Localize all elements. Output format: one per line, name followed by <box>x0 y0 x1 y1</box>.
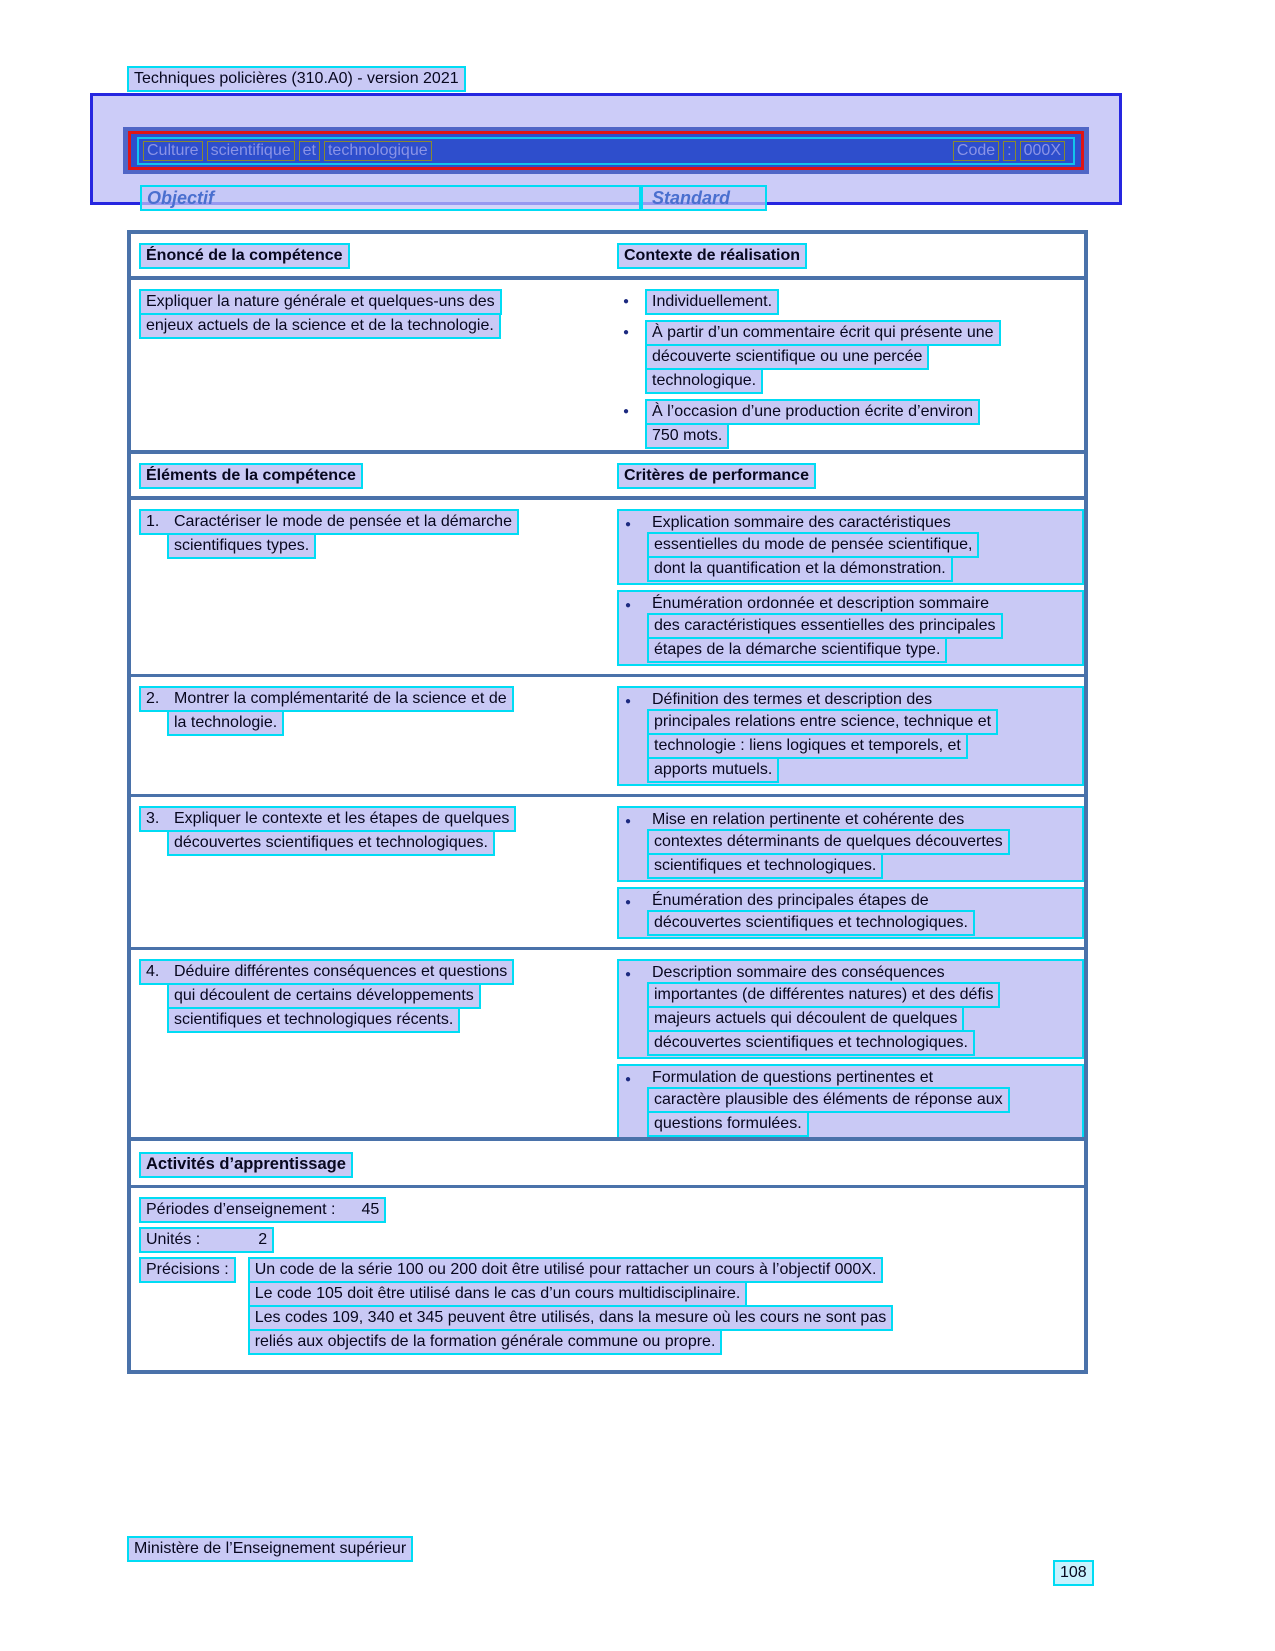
col-header-elements: Éléments de la compétence <box>139 463 363 489</box>
criteria-bullet-list <box>617 686 1084 786</box>
criteria-bullet-list <box>617 509 1084 666</box>
element-item-line: 2. Montrer la complémentarité de la science et de <box>139 686 514 712</box>
table2-rows <box>131 500 1084 1148</box>
bullet-text-line: Formulation de questions pertinentes et <box>652 1069 934 1086</box>
element-item-line: 4. Déduire différentes conséquences et questions <box>139 959 514 985</box>
activities-fields <box>131 1188 1084 1370</box>
bullet-text-line: apports mutuels. <box>647 757 779 783</box>
item-number: 2. <box>146 690 160 707</box>
bullet-text-line: principales relations entre science, technique et <box>647 709 998 735</box>
bullet-text-line: Énumération des principales étapes de <box>652 892 929 909</box>
element-row <box>131 797 1084 950</box>
criteria-bullet-list <box>617 806 1084 939</box>
bullet-text-line: contextes déterminants de quelques découvertes <box>647 829 1010 855</box>
bullet-item <box>617 320 1084 394</box>
precisions-line: Un code de la série 100 ou 200 doit être utilisé pour rattacher un cours à l’objectif 000X. <box>248 1257 884 1283</box>
bullet-item <box>617 959 1084 1059</box>
banner-word: 000X <box>1020 141 1065 161</box>
element-item <box>139 806 617 939</box>
bullet-text <box>647 1066 1010 1137</box>
page-number <box>1053 1560 1094 1586</box>
banner-word: Code <box>953 141 999 161</box>
periods-value: 45 <box>361 1201 380 1218</box>
course-code <box>953 141 1069 161</box>
bullet-text-line: importantes (de différentes natures) et des défis <box>647 982 1000 1008</box>
competency-statement <box>139 289 617 449</box>
bullet-icon: ● <box>623 296 630 307</box>
element-row <box>131 500 1084 677</box>
competency-statement-line: Expliquer la nature générale et quelques-uns des <box>139 289 502 315</box>
element-row <box>131 677 1084 797</box>
competency-statement-line: enjeux actuels de la science et de la technologie. <box>139 313 501 339</box>
col-header-contexte: Contexte de réalisation <box>617 243 807 269</box>
bullet-icon: ● <box>625 1074 632 1085</box>
objectif-label: Objectif <box>140 185 641 211</box>
bullet-icon: ● <box>623 406 630 417</box>
bullet-text <box>645 399 980 449</box>
document-header-text: Techniques policières (310.A0) - version 2021 <box>127 66 466 92</box>
bullet-item <box>617 887 1084 939</box>
activities-header-row <box>131 1141 1084 1188</box>
bullet-text-line: Explication sommaire des caractéristiques <box>652 514 951 531</box>
standard-label: Standard <box>641 185 767 211</box>
bullet-text-line: découverte scientifique ou une percée <box>645 344 929 370</box>
bullet-icon: ● <box>625 816 632 827</box>
bullet-text-line: scientifiques et technologiques. <box>647 853 883 879</box>
item-number: 4. <box>146 963 160 980</box>
bullet-item <box>617 289 1084 315</box>
page-number-text: 108 <box>1053 1560 1094 1586</box>
bullet-text <box>647 808 1010 879</box>
bullet-text-line: majeurs actuels qui découlent de quelques <box>647 1006 964 1032</box>
bullet-text-line: des caractéristiques essentielles des principales <box>647 613 1003 639</box>
banner-word: : <box>1003 141 1015 161</box>
item-number: 3. <box>146 810 160 827</box>
bullet-text-line: Individuellement. <box>645 289 779 315</box>
bullet-item <box>617 686 1084 786</box>
bullet-text <box>647 592 1003 663</box>
item-number: 1. <box>146 513 160 530</box>
bullet-text-line: À partir d’un commentaire écrit qui présente une <box>645 320 1001 346</box>
units-value: 2 <box>258 1231 268 1248</box>
periods-field <box>139 1197 1084 1223</box>
competency-statement-table <box>127 230 1088 461</box>
bullet-text-line: Mise en relation pertinente et cohérente des <box>652 811 965 828</box>
course-banner-line <box>137 137 1075 165</box>
element-item-line: scientifiques types. <box>167 533 316 559</box>
bullet-text <box>647 961 1000 1056</box>
course-title <box>143 141 436 161</box>
bullet-text-line: technologie : liens logiques et temporels, et <box>647 733 968 759</box>
bullet-icon: ● <box>625 519 632 530</box>
bullet-icon: ● <box>625 600 632 611</box>
bullet-text-line: découvertes scientifiques et technologiques. <box>647 910 975 936</box>
periods-line <box>139 1197 386 1223</box>
table1-header-row <box>131 234 1084 280</box>
banner-word: technologique <box>324 141 432 161</box>
element-item <box>139 686 617 786</box>
bullet-text-line: À l’occasion d’une production écrite d’environ <box>645 399 980 425</box>
bullet-text <box>647 688 998 783</box>
bullet-text-line: essentielles du mode de pensée scientifique, <box>647 532 979 558</box>
bullet-icon: ● <box>623 327 630 338</box>
precisions-line: Le code 105 doit être utilisé dans le cas d’un cours multidisciplinaire. <box>248 1281 748 1307</box>
bullet-text <box>647 511 979 582</box>
units-label: Unités : <box>146 1231 201 1248</box>
course-banner <box>128 131 1084 170</box>
banner-word: et <box>299 141 320 161</box>
precisions-line: Les codes 109, 340 et 345 peuvent être utilisés, dans la mesure où les cours ne sont pas <box>248 1305 894 1331</box>
bullet-item <box>617 509 1084 585</box>
bullet-text <box>645 289 779 315</box>
element-item-line: 1. Caractériser le mode de pensée et la démarche <box>139 509 519 535</box>
periods-label: Périodes d’enseignement : <box>146 1201 336 1218</box>
bullet-text-line: Énumération ordonnée et description sommaire <box>652 595 990 612</box>
element-item-line: 3. Expliquer le contexte et les étapes de quelques <box>139 806 516 832</box>
units-field <box>139 1227 1084 1253</box>
precisions-text <box>248 1257 894 1355</box>
bullet-text-line: étapes de la démarche scientifique type. <box>647 637 947 663</box>
bullet-item <box>617 590 1084 666</box>
document-header <box>127 66 466 92</box>
element-item-line: la technologie. <box>167 710 284 736</box>
bullet-text-line: 750 mots. <box>645 423 729 449</box>
activities-title: Activités d’apprentissage <box>139 1152 353 1178</box>
bullet-text-line: Description sommaire des conséquences <box>652 964 945 981</box>
table1-body-row <box>131 280 1084 457</box>
bullet-text <box>647 889 975 936</box>
bullet-text-line: technologique. <box>645 368 763 394</box>
col-header-enonce: Énoncé de la compétence <box>139 243 350 269</box>
element-item-line: scientifiques et technologiques récents. <box>167 1007 460 1033</box>
element-item-line: qui découlent de certains développements <box>167 983 481 1009</box>
bullet-icon: ● <box>625 897 632 908</box>
learning-activities-box <box>127 1137 1088 1374</box>
course-banner-frame <box>123 127 1089 174</box>
bullet-item <box>617 806 1084 882</box>
table2-header-row <box>131 454 1084 500</box>
banner-word: Culture <box>143 141 203 161</box>
units-line <box>139 1227 274 1253</box>
element-item-line: découvertes scientifiques et technologiques. <box>167 830 495 856</box>
document-footer-text: Ministère de l’Enseignement supérieur <box>127 1536 413 1562</box>
bullet-text-line: Définition des termes et description des <box>652 691 933 708</box>
col-header-criteres: Critères de performance <box>617 463 816 489</box>
banner-word: scientifique <box>207 141 295 161</box>
competency-elements-table <box>127 450 1088 1152</box>
context-bullet-list <box>617 289 1084 449</box>
document-footer <box>127 1536 413 1562</box>
element-item <box>139 959 617 1140</box>
bullet-item <box>617 1064 1084 1140</box>
bullet-text-line: caractère plausible des éléments de réponse aux <box>647 1087 1010 1113</box>
precisions-label: Précisions : <box>139 1257 236 1283</box>
precisions-field <box>139 1257 1084 1355</box>
bullet-text-line: questions formulées. <box>647 1111 809 1137</box>
bullet-item <box>617 399 1084 449</box>
criteria-bullet-list <box>617 959 1084 1140</box>
bullet-text-line: dont la quantification et la démonstration. <box>647 556 953 582</box>
bullet-icon: ● <box>625 696 632 707</box>
bullet-text <box>645 320 1001 394</box>
bullet-text-line: découvertes scientifiques et technologiques. <box>647 1030 975 1056</box>
element-row <box>131 950 1084 1148</box>
element-item <box>139 509 617 666</box>
bullet-icon: ● <box>625 969 632 980</box>
precisions-line: reliés aux objectifs de la formation générale commune ou propre. <box>248 1329 723 1355</box>
